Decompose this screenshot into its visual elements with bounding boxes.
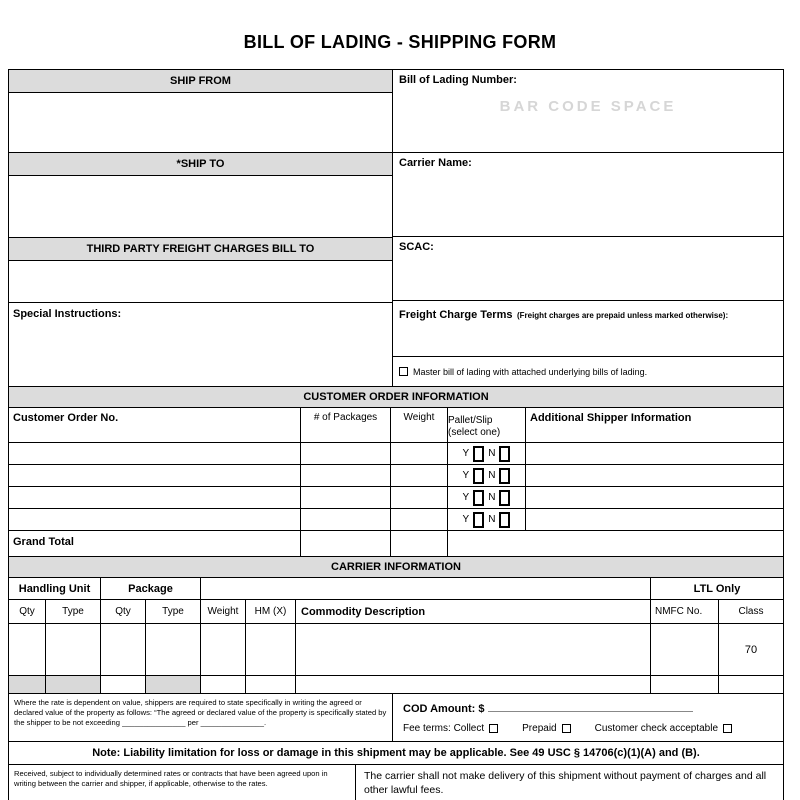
cod-amount-input[interactable] [488,701,693,712]
additional-info-input[interactable] [526,465,783,486]
pkg-qty-input[interactable] [101,624,146,675]
hm-input[interactable] [246,624,296,675]
pallet-no-checkbox[interactable] [499,446,510,462]
weight-input[interactable] [391,443,448,464]
weight-total-input[interactable] [201,676,246,693]
carrier-information-band: CARRIER INFORMATION [9,557,783,578]
grand-total-spacer [448,531,783,556]
bottom-section [9,765,783,800]
pallet-yes-checkbox[interactable] [473,512,484,528]
third-party-input-area[interactable] [9,261,392,303]
class-value[interactable]: 70 [744,643,758,656]
fee-collect-checkbox[interactable] [489,724,498,733]
pallet-slip-line1: Pallet/Slip [448,415,493,426]
fee-check-acceptable-label: Customer check acceptable [594,723,719,734]
barcode-space-placeholder: BAR CODE SPACE [499,98,677,115]
special-instructions-cell[interactable] [9,303,392,386]
order-no-input[interactable] [9,443,301,464]
carrier-name-label: Carrier Name: [399,157,472,169]
cod-amount-label: COD Amount: $ [403,703,485,715]
nmfc-input[interactable] [651,624,719,675]
customer-order-row [9,443,783,465]
fee-terms-collect-label: Fee terms: Collect [403,723,485,734]
grand-total-label: Grand Total [9,531,301,556]
pkg-qty-total-input[interactable] [101,676,146,693]
bill-of-lading-form [8,69,784,800]
received-clause: Received, subject to individually determined rates or contracts that have been agreed upon in writing between the carrier and shipper, if applicable, otherwise to the rates. [9,765,356,800]
cod-section [393,694,783,741]
weight-input[interactable] [391,509,448,530]
col-additional-info: Additional Shipper Information [530,412,692,424]
pallet-no-label: N [488,448,496,459]
carrier-header-row-1 [9,578,783,600]
bol-number-cell[interactable] [393,70,783,153]
top-right-column [393,70,783,386]
scac-cell[interactable] [393,237,783,301]
pallet-yes-checkbox[interactable] [473,446,484,462]
carrier-delivery-clause: The carrier shall not make delivery of this shipment without payment of charges and all other lawful fees. [364,770,767,796]
master-bol-checkbox[interactable] [399,367,408,376]
order-no-input[interactable] [9,465,301,486]
pallet-yes-label: Y [462,492,470,503]
col-weight: Weight [391,408,448,442]
pkg-type-input[interactable] [146,624,201,675]
hu-type-total-blocked [46,676,101,693]
carrier-weight-header: Weight [201,600,246,623]
commodity-description-input[interactable] [296,624,651,675]
pallet-yes-label: Y [462,448,470,459]
pallet-slip-cell [448,487,526,508]
top-left-column [9,70,393,386]
master-bol-row [393,357,783,386]
special-instructions-label: Special Instructions: [13,308,122,320]
pallet-no-label: N [488,470,496,481]
hm-header: HM (X) [246,600,296,623]
page-title: BILL OF LADING - SHIPPING FORM [243,32,557,52]
pallet-yes-label: Y [462,514,470,525]
pkg-qty-header: Qty [101,600,146,623]
pallet-yes-checkbox[interactable] [473,468,484,484]
grand-total-weight-input[interactable] [391,531,448,556]
carrier-name-cell[interactable] [393,153,783,237]
packages-input[interactable] [301,487,391,508]
carrier-weight-input[interactable] [201,624,246,675]
hu-qty-header: Qty [9,600,46,623]
pallet-slip-cell [448,509,526,530]
packages-input[interactable] [301,465,391,486]
master-bol-label: Master bill of lading with attached underlying bills of lading. [413,366,648,377]
additional-info-input[interactable] [526,509,783,530]
commodity-total-cell [296,676,651,693]
ship-to-header: *SHIP TO [9,153,392,176]
pallet-slip-cell [448,443,526,464]
cod-amount-row [403,701,773,715]
nmfc-total-cell [651,676,719,693]
weight-input[interactable] [391,487,448,508]
footnote-section [9,694,783,742]
fee-terms-row [403,723,773,734]
freight-terms-label: Freight Charge Terms [399,309,513,321]
customer-order-row [9,487,783,509]
col-customer-order-no: Customer Order No. [9,408,301,442]
pallet-no-label: N [488,492,496,503]
freight-terms-cell [393,301,783,357]
pallet-yes-label: Y [462,470,470,481]
nmfc-header: NMFC No. [651,600,719,623]
customer-order-row [9,509,783,531]
col-num-packages: # of Packages [301,408,391,442]
col-pallet-slip [448,408,526,442]
pallet-no-checkbox[interactable] [499,490,510,506]
hu-type-header: Type [46,600,101,623]
carrier-header-spacer [201,578,651,599]
ltl-only-header: LTL Only [693,582,741,595]
hu-qty-total-blocked [9,676,46,693]
fee-prepaid-checkbox[interactable] [562,724,571,733]
pallet-slip-line2: (select one) [448,427,501,438]
handling-unit-header: Handling Unit [9,578,101,599]
customer-check-checkbox[interactable] [723,724,732,733]
ship-to-input-area[interactable] [9,176,392,238]
pallet-no-checkbox[interactable] [499,468,510,484]
third-party-header: THIRD PARTY FREIGHT CHARGES BILL TO [9,238,392,261]
carrier-data-row [9,624,783,676]
order-no-input[interactable] [9,487,301,508]
rate-declaration-note: Where the rate is dependent on value, shippers are required to state specifically in writing the agreed or declared value of the property as follows: “The agreed or declared value of the property is specifically stated by the shipper to be not exceeding _______________ per _______________. [9,694,393,741]
customer-order-header-row [9,408,783,443]
package-header: Package [101,578,201,599]
carrier-total-row [9,676,783,694]
scac-label: SCAC: [399,241,434,253]
additional-info-input[interactable] [526,487,783,508]
pkg-type-header: Type [146,600,201,623]
hu-qty-input[interactable] [9,624,46,675]
pallet-no-checkbox[interactable] [499,512,510,528]
top-section [9,70,783,387]
ship-from-input-area[interactable] [9,93,392,153]
additional-info-input[interactable] [526,443,783,464]
freight-terms-note: (Freight charges are prepaid unless marked otherwise): [516,311,729,320]
pkg-type-total-blocked [146,676,201,693]
fee-prepaid-label: Prepaid [522,723,557,734]
order-no-input[interactable] [9,509,301,530]
class-header: Class [738,606,764,617]
weight-input[interactable] [391,465,448,486]
hm-total-cell [246,676,296,693]
pallet-slip-cell [448,465,526,486]
grand-total-packages-input[interactable] [301,531,391,556]
ship-from-header: SHIP FROM [9,70,392,93]
class-total-cell [719,676,783,693]
bol-number-label: Bill of Lading Number: [399,74,517,86]
packages-input[interactable] [301,443,391,464]
carrier-header-row-2 [9,600,783,624]
liability-note: Note: Liability limitation for loss or damage in this shipment may be applicable. See 49 USC § 14706(c)(1)(A) and (B). [9,742,783,765]
pallet-no-label: N [488,514,496,525]
customer-order-band: CUSTOMER ORDER INFORMATION [9,387,783,408]
commodity-description-header: Commodity Description [296,600,651,623]
customer-order-row [9,465,783,487]
grand-total-row [9,531,783,557]
hu-type-input[interactable] [46,624,101,675]
packages-input[interactable] [301,509,391,530]
pallet-yes-checkbox[interactable] [473,490,484,506]
